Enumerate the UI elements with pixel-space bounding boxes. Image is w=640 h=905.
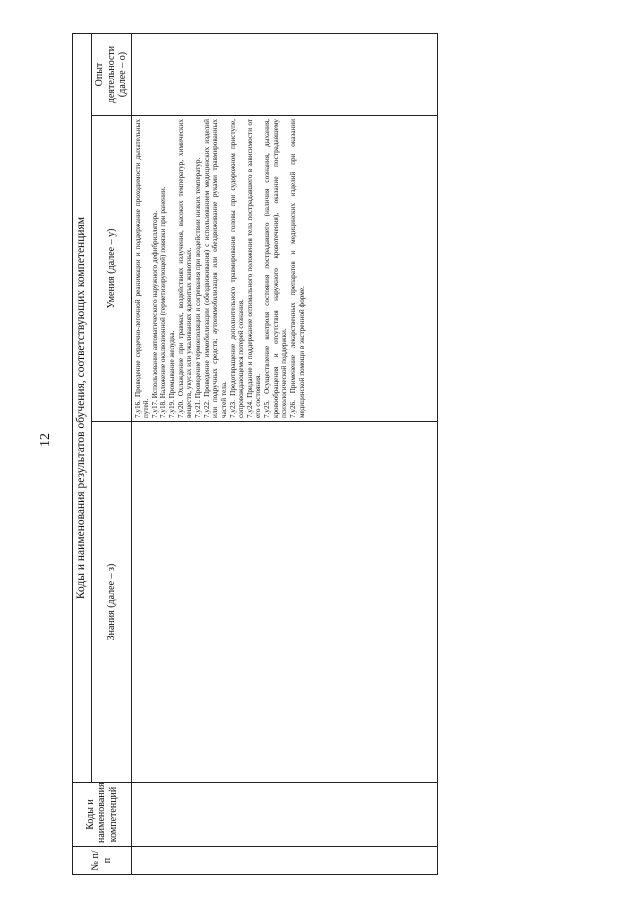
skill-item: 7.у17. Использование автоматического наружного дефибриллятора. bbox=[150, 210, 159, 419]
header-no: № п/п bbox=[73, 847, 132, 875]
skill-item: 7.у19. Промывание желудка. bbox=[168, 330, 177, 419]
cell-knowledge bbox=[131, 422, 438, 783]
table-row bbox=[131, 34, 438, 875]
header-knowledge: Знания (далее – з) bbox=[92, 422, 132, 783]
skill-item: 7.у26. Применение лекарственных препаратов и медицинских изделий при оказании медицинской помощи в экстренной форме. bbox=[289, 119, 306, 419]
skill-item: 7.у25. Осуществление контроля состояния пострадавшего (наличия сознания, дыхания, кровообращения и отсутствия наружного кровотечения), оказание пострадавшему психологической поддержки. bbox=[263, 119, 289, 419]
cell-codes bbox=[131, 783, 438, 847]
competency-table bbox=[72, 33, 438, 875]
skill-item: 7.у23. Предотвращение дополнительного травмирования головы при судорожном приступе, сопровождающемся потерей сознания. bbox=[228, 119, 246, 419]
cell-skills bbox=[131, 116, 438, 422]
skill-item: 7.у20. Охлаждение при травмах, воздействиях излучения, высоких температур, химических веществ, укусах или ужаливаниях ядовитых животных. bbox=[176, 119, 194, 419]
skill-item: 7.у24. Придание и поддержание оптимального положения тела пострадавшего в зависимости от его состояния. bbox=[245, 119, 263, 419]
header-codes: Коды и наименования компетенций bbox=[73, 783, 132, 847]
skill-item: 7.у21. Проведение термоизоляции и согревания при воздействии низких температур. bbox=[193, 157, 202, 419]
rotated-table-container bbox=[72, 33, 438, 875]
page-number: 12 bbox=[38, 433, 53, 447]
header-experience: Опыт деятельности (далее – о) bbox=[92, 34, 132, 116]
skill-item: 7.у18. Наложение окклюзионной (герметизирующей) повязки при ранении. bbox=[159, 186, 168, 419]
skill-item: 7.у16. Проведение сердечно-легочной реанимации и поддержание проходимости дыхательных путей. bbox=[133, 119, 151, 419]
header-skills: Умения (далее – у) bbox=[92, 116, 132, 422]
header-group-title: Коды и наименования результатов обучения, соответствующих компетенциям bbox=[73, 34, 92, 783]
cell-no bbox=[131, 847, 438, 875]
skill-item: 7.у22. Проведение иммобилизации (обездвиживания) с использованием медицинских изделий или подручных средств; аутоиммобилизация или обездвиживание руками травмированных частей тела. bbox=[202, 119, 228, 419]
cell-experience bbox=[131, 34, 438, 116]
